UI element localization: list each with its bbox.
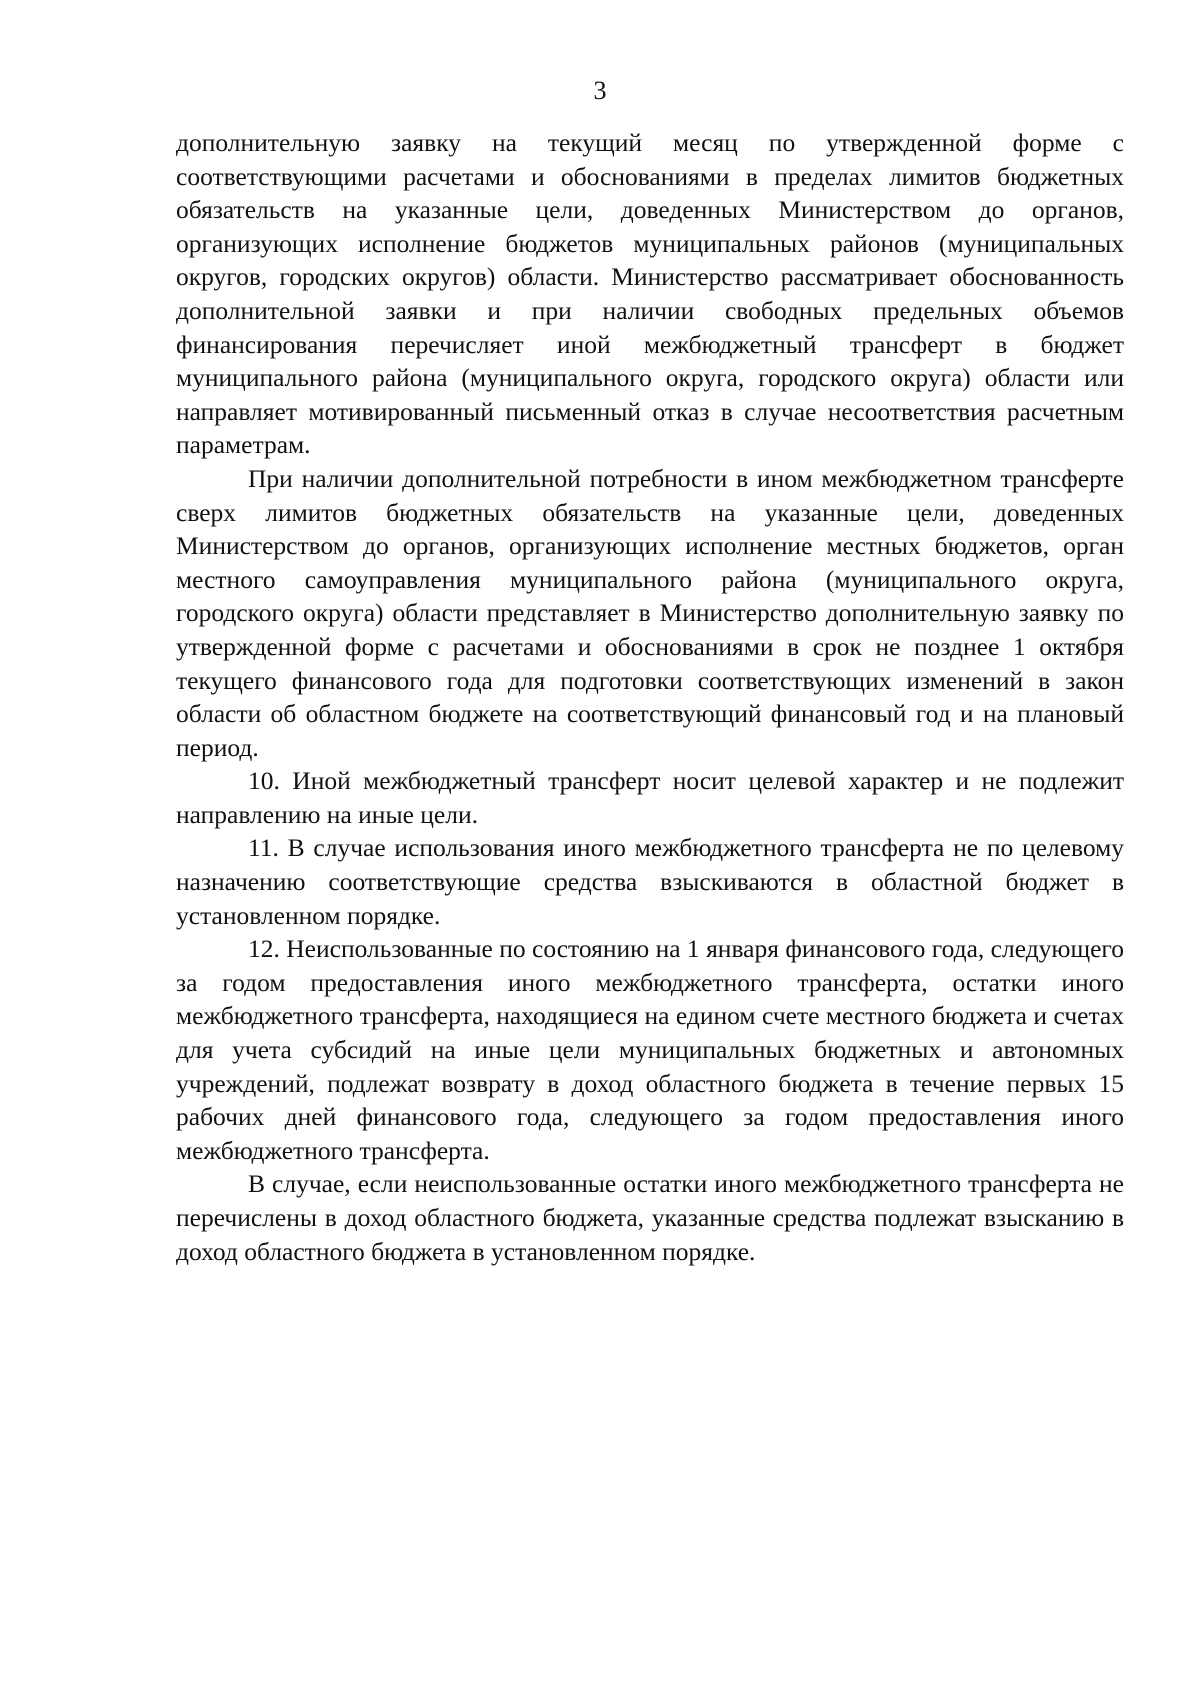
paragraph-continuation: дополнительную заявку на текущий месяц по утвержденной форме с соответствующими расчетами и обоснованиями в пределах лимитов бюджетных обязательств на указанные цели, доведенных Министерством до органов, организующих исполнение бюджетов муниципальных районов (муниципальных округов, городских округов) области. Министерство рассматривает обоснованность дополнительной заявки и при наличии свободных предельных объемов финансирования перечисляет иной межбюджетный трансферт в бюджет муниципального района (муниципального округа, городского округа) области или направляет мотивированный письменный отказ в случае несоответствия расчетным параметрам. [176, 128, 1124, 460]
paragraph-additional-need: При наличии дополнительной потребности в ином межбюджетном трансферте сверх лимитов бюджетных обязательств на указанные цели, доведенных Министерством до органов, организующих исполнение местных бюджетов, орган местного самоуправления муниципального района (муниципального округа, городского округа) области представляет в Министерство дополнительную заявку по утвержденной форме с расчетами и обоснованиями в срок не позднее 1 октября текущего финансового года для подготовки соответствующих изменений в закон области об областном бюджете на соответствующий финансовый год и на плановый период. [176, 463, 1124, 762]
paragraph-item-12: 12. Неиспользованные по состоянию на 1 января финансового года, следующего за годом предоставления иного межбюджетного трансферта, остатки иного межбюджетного трансферта, находящиеся на едином счете местного бюджета и счетах для учета субсидий на иные цели муниципальных бюджетных и автономных учреждений, подлежат возврату в доход областного бюджета в течение первых 15 рабочих дней финансового года, следующего за годом предоставления иного межбюджетного трансферта. [176, 934, 1124, 1165]
document-body [176, 126, 1124, 1268]
paragraph-item-10: 10. Иной межбюджетный трансферт носит целевой характер и не подлежит направлению на иные цели. [176, 766, 1124, 829]
paragraph-unreturned-balance: В случае, если неиспользованные остатки иного межбюджетного трансферта не перечислены в доход областного бюджета, указанные средства подлежат взысканию в доход областного бюджета в установленном порядке. [176, 1169, 1124, 1266]
page-number: 3 [593, 76, 607, 105]
paragraph-item-11: 11. В случае использования иного межбюджетного трансферта не по целевому назначению соответствующие средства взыскиваются в областной бюджет в установленном порядке. [176, 833, 1124, 930]
